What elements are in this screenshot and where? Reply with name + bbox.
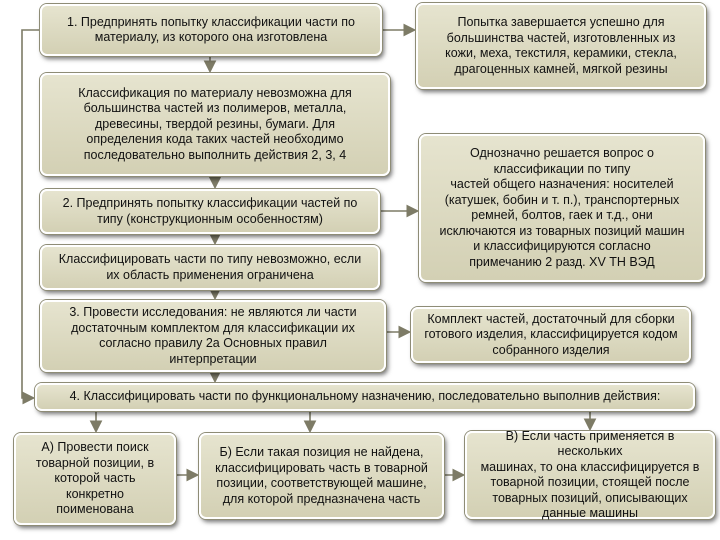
material-impossible-box xyxy=(40,73,390,176)
option-c-box xyxy=(465,428,715,520)
step2-box xyxy=(40,189,380,234)
general-purpose-note-text: Однозначно решается вопрос о классификации по типу частей общего назначения: носителей (катушек, бобин и т. п.), транспортерных ремней, болтов, гаек и т.д., они исключаются из товарных позиций машин и классифицируются согласно примечанию 2 разд. XV ТН ВЭД xyxy=(439,146,685,269)
general-purpose-note-box xyxy=(419,134,705,282)
type-impossible-text: Классифицировать части по типу невозможно, если их область применения ограничена xyxy=(58,252,362,282)
option-a-text: А) Провести поиск товарной позиции, в которой часть конкретно поименована xyxy=(35,440,155,517)
complete-set-note-box xyxy=(411,307,691,363)
option-b-box xyxy=(199,433,444,519)
step3-box xyxy=(40,300,386,372)
material-impossible-text: Классификация по материалу невозможна для большинства частей из полимеров, металла, древесины, твердой резины, бумаги. Для определения кода таких частей необходимо последовательно выполнить действия 2, 3, 4 xyxy=(78,85,352,162)
step1-text: 1. Предпринять попытку классификации части по материалу, из которого она изготовлена xyxy=(67,14,355,44)
step1-box xyxy=(40,4,382,56)
option-a-box xyxy=(14,433,176,525)
option-b-text: Б) Если такая позиция не найдена, классифицировать часть в товарной позиции, соответствующей машине, для которой предназначена часть xyxy=(215,445,428,506)
step3-text: 3. Провести исследования: не являются ли части достаточным комплектом для классификации их согласно правилу 2а Основных правил интерпретации xyxy=(69,305,357,366)
step4-text: 4. Классифицировать части по функциональному назначению, последовательно выполнив действия: xyxy=(69,389,661,404)
type-impossible-box xyxy=(40,245,380,290)
success-note-text: Попытка завершается успешно для большинства частей, изготовленных из кожи, меха, текстиля, керамики, стекла, драгоценных камней, мягкой резины xyxy=(445,15,677,76)
option-c-text: В) Если часть применяется в нескольких машинах, то она классифицируется в товарной позиции, стоящей после товарных позиций, описывающих данные машины xyxy=(480,428,700,520)
success-note-box xyxy=(416,3,706,89)
arrow-left-rail xyxy=(22,30,40,398)
step2-text: 2. Предпринять попытку классификации частей по типу (конструкционным особенностям) xyxy=(62,196,358,226)
step4-box xyxy=(35,383,695,411)
complete-set-note-text: Комплект частей, достаточный для сборки готового изделия, классифицируется кодом собранного изделия xyxy=(424,311,678,357)
